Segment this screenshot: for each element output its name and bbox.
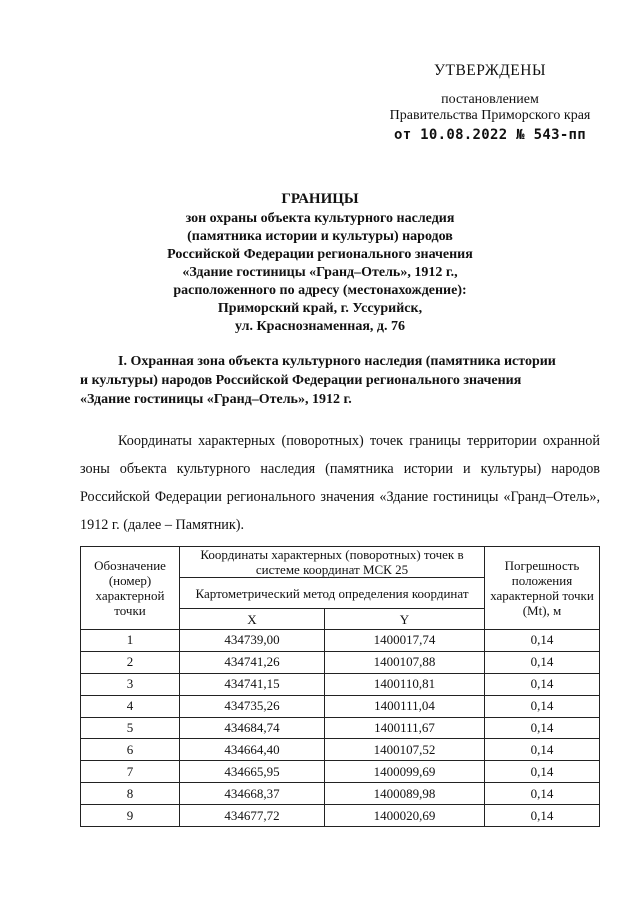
cell-point: 7	[81, 761, 180, 783]
section-line: и культуры) народов Российской Федерации регионального значения	[80, 373, 522, 388]
cell-y: 1400017,74	[324, 630, 484, 652]
cell-x: 434684,74	[180, 717, 325, 739]
cell-error: 0,14	[485, 761, 600, 783]
table-row	[81, 717, 600, 739]
table-row	[81, 673, 600, 695]
cell-error: 0,14	[485, 739, 600, 761]
cell-error: 0,14	[485, 717, 600, 739]
intro-paragraph	[80, 427, 600, 539]
subtitle-line: ул. Краснознаменная, д. 76	[235, 319, 405, 334]
table-row	[81, 695, 600, 717]
cell-point: 8	[81, 783, 180, 805]
table-row	[81, 783, 600, 805]
cell-x: 434677,72	[180, 805, 325, 827]
cell-point: 4	[81, 695, 180, 717]
approval-line-government: Правительства Приморского края	[389, 108, 591, 123]
cell-y: 1400107,52	[324, 739, 484, 761]
cell-error: 0,14	[485, 695, 600, 717]
cell-error: 0,14	[485, 651, 600, 673]
cell-error: 0,14	[485, 673, 600, 695]
cell-x: 434665,95	[180, 761, 325, 783]
cell-y: 1400020,69	[324, 805, 484, 827]
table-row	[81, 761, 600, 783]
subtitle-line: «Здание гостиницы «Гранд–Отель», 1912 г.,	[182, 265, 458, 280]
cell-y: 1400089,98	[324, 783, 484, 805]
approval-line-decree: постановлением	[441, 92, 539, 107]
table-row	[81, 805, 600, 827]
cell-y: 1400107,88	[324, 651, 484, 673]
subtitle-line: расположенного по адресу (местонахождение):	[173, 283, 467, 298]
cell-x: 434668,37	[180, 783, 325, 805]
cell-point: 1	[81, 630, 180, 652]
cell-point: 9	[81, 805, 180, 827]
header-method: Картометрический метод определения координат	[180, 578, 485, 609]
subtitle-line: Приморский край, г. Уссурийск,	[217, 301, 423, 316]
cell-x: 434739,00	[180, 630, 325, 652]
table-row	[81, 630, 600, 652]
cell-error: 0,14	[485, 805, 600, 827]
subtitle-line: Российской Федерации регионального значения	[167, 247, 473, 262]
document-subtitle	[80, 210, 560, 336]
cell-y: 1400111,67	[324, 717, 484, 739]
document-title: ГРАНИЦЫ	[281, 191, 359, 207]
cell-x: 434735,26	[180, 695, 325, 717]
section-line: «Здание гостиницы «Гранд–Отель», 1912 г.	[80, 392, 352, 407]
cell-x: 434741,15	[180, 673, 325, 695]
coordinates-table	[80, 546, 600, 827]
subtitle-line: зон охраны объекта культурного наследия	[185, 211, 455, 226]
cell-x: 434664,40	[180, 739, 325, 761]
cell-point: 3	[81, 673, 180, 695]
cell-y: 1400099,69	[324, 761, 484, 783]
cell-y: 1400111,04	[324, 695, 484, 717]
cell-point: 5	[81, 717, 180, 739]
intro-text: Координаты характерных (поворотных) точек границы территории охранной зоны объекта культурного наследия (памятника истории и культуры) народов Российской Федерации регионального значения «Здание гостиницы «Гранд–Отель», 1912 г. (далее – Памятник).	[80, 433, 600, 533]
header-y: Y	[324, 609, 484, 630]
table-row	[81, 651, 600, 673]
header-x: X	[180, 609, 325, 630]
approval-title: УТВЕРЖДЕНЫ	[434, 62, 546, 79]
cell-y: 1400110,81	[324, 673, 484, 695]
section-heading	[80, 352, 600, 409]
header-error: Погрешность положения характерной точки (Mt), м	[485, 547, 600, 630]
cell-error: 0,14	[485, 783, 600, 805]
cell-point: 6	[81, 739, 180, 761]
table-row	[81, 739, 600, 761]
approval-line-number: от 10.08.2022 № 543-пп	[393, 127, 587, 143]
section-line: I. Охранная зона объекта культурного наследия (памятника истории	[118, 354, 556, 369]
cell-x: 434741,26	[180, 651, 325, 673]
header-coordinates: Координаты характерных (поворотных) точек в системе координат МСК 25	[180, 547, 485, 578]
cell-point: 2	[81, 651, 180, 673]
cell-error: 0,14	[485, 630, 600, 652]
header-point: Обозначение (номер) характерной точки	[81, 547, 180, 630]
subtitle-line: (памятника истории и культуры) народов	[187, 229, 453, 244]
